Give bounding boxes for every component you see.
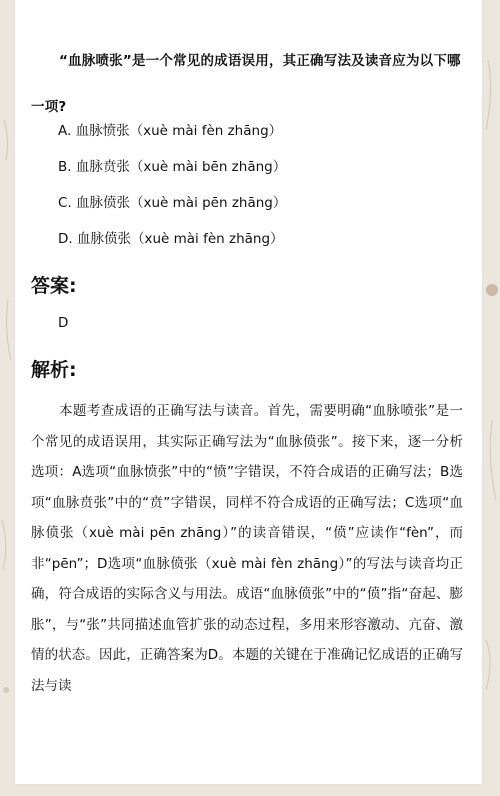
option-b: B. 血脉贲张（xuè mài bēn zhāng） [58,159,287,175]
document-page [15,0,482,784]
option-d: D. 血脉偾张（xuè mài fèn zhāng） [58,231,284,247]
option-a: A. 血脉愤张（xuè mài fèn zhāng） [58,123,283,139]
answer-heading: 答案: [31,275,77,297]
question-text: “血脉喷张”是一个常见的成语误用，其正确写法及读音应为以下哪一项? [31,53,461,115]
option-c: C. 血脉偾张（xuè mài pēn zhāng） [58,195,287,211]
analysis-text: 本题考查成语的正确写法与读音。首先，需要明确“血脉喷张”是一个常见的成语误用，其实际正确写法为“血脉偾张”。接下来，逐一分析选项：A选项“血脉愤张”中的“愤”字错误，不符合成语的正确写法；B选项“血脉贲张”中的“贲”字错误，同样不符合成语的正确写法；C选项“血脉偾张（xuè mài pēn zhāng）”的读音错误，“偾”应读作“fèn”，而非“pēn”；D选项“血脉偾张（xuè mài fèn zhāng）”的写法与读音均正确，符合成语的实际含义与用法。成语“血脉偾张”中的“偾”指“奋起、膨胀”，与“张”共同描述血管扩张的动态过程，多用来形容激动、亢奋、激情的状态。因此，正确答案为D。本题的关键在于准确记忆成语的正确写法与读 [31,403,463,694]
answer-value: D [58,315,69,331]
analysis-heading: 解析: [31,359,77,381]
options-list [58,119,286,263]
